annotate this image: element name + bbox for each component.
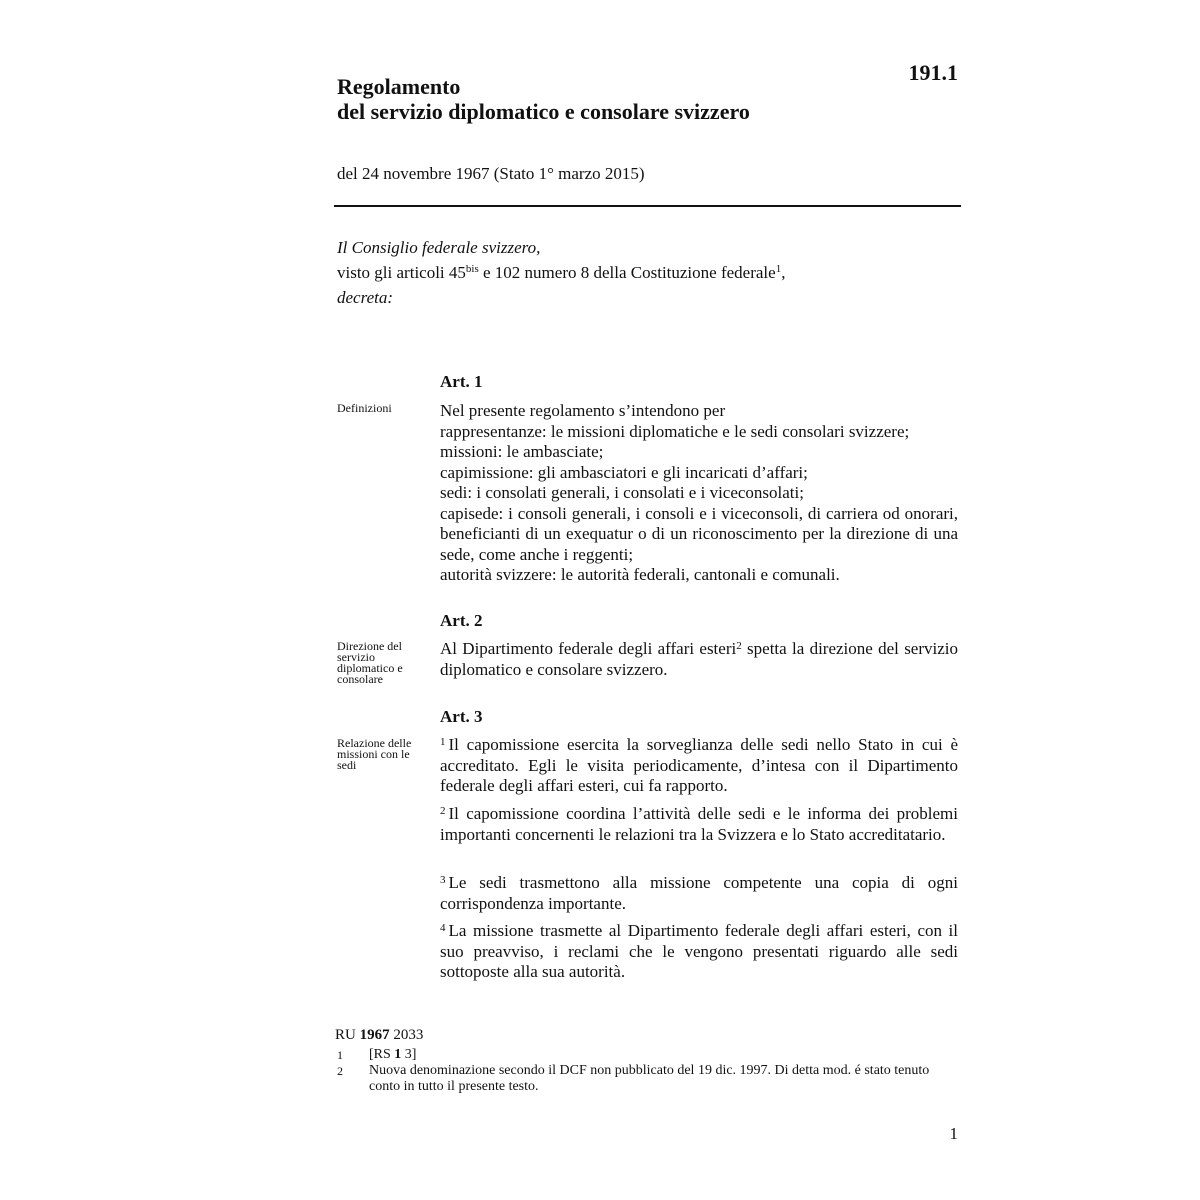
ru-prefix: RU [335,1027,360,1043]
document-title [337,74,750,124]
basis-text: visto gli articoli 45 [337,263,466,282]
article-2-text: Al Dipartimento federale degli affari esteri [440,639,737,658]
preamble-authority: Il Consiglio federale svizzero, [337,238,541,257]
article-2-text-cont: spetta la direzione del servizio diplomatico e consolare svizzero. [440,639,959,679]
ru-year: 1967 [359,1027,390,1043]
article-2-margin-note: Direzione del servizio diplomatico e consolare [337,639,403,686]
preamble [337,235,785,310]
preamble-decree: decreta: [337,288,394,307]
basis-punct: , [781,263,786,282]
article-1-heading: Art. 1 [440,372,483,391]
page-number: 1 [949,1124,958,1143]
paragraph-number: 2 [440,805,446,817]
article-1-body [440,401,958,586]
preamble-basis [337,260,785,285]
basis-text-cont: e 102 numero 8 della Costituzione federale [478,263,776,282]
article-3-heading: Art. 3 [440,707,483,726]
article-1-line: capimissione: gli ambasciatori e gli incaricati d’affari; [440,462,808,482]
paragraph-text: Il capomissione esercita la sorveglianza delle sedi nello Stato in cui è accreditato. Egli le visita periodicamente, d’intesa con il Dipartimento federale degli affari esteri, cui fa rapporto. [440,735,958,795]
footnote-text-end: 3] [401,1047,417,1062]
article-1-line: capisede: i consoli generali, i consoli e i viceconsoli, di carriera od onorari, beneficianti di un exequatur o di un riconoscimento per la direzione di una sede, come anche i reggenti; [440,503,958,564]
footnote-text: Nuova denominazione secondo il DCF non pubblicato del 19 dic. 1997. Di detta mod. é stato tenuto conto in tutto il presente testo. [369,1063,930,1094]
title-line-1: Regolamento [337,74,461,99]
article-1-line: missioni: le ambasciate; [440,442,604,461]
paragraph-number: 1 [440,736,446,748]
article-1-line: sedi: i consolati generali, i consolati e i viceconsolati; [440,483,804,502]
sr-number: 191.1 [908,60,958,85]
article-2-heading: Art. 2 [440,611,483,630]
paragraph-number: 4 [440,922,446,934]
article-1-line: autorità svizzere: le autorità federali, cantonali e comunali. [440,565,840,584]
article-3-paragraph-1 [440,735,958,797]
article-3-paragraph-3 [440,873,958,914]
footnote-bold: 1 [394,1047,402,1062]
ru-page: 2033 [389,1027,424,1043]
article-3-paragraph-2 [440,804,958,845]
document-date: del 24 novembre 1967 (Stato 1° marzo 2015) [337,164,645,183]
paragraph-text: La missione trasmette al Dipartimento federale degli affari esteri, con il suo preavviso, i reclami che le vengono presentati riguardo alle sedi sottoposte alla sua autorità. [440,921,958,981]
footnotes [337,1047,957,1095]
article-1-margin-note: Definizioni [337,401,392,415]
paragraph-text: Il capomissione coordina l’attività delle sedi e le informa dei problemi importanti concernenti le relazioni tra la Svizzera e lo Stato accreditatario. [440,804,958,844]
basis-superscript: bis [465,263,479,275]
footnote-1 [337,1047,957,1063]
footnote-number: 2 [337,1064,343,1078]
article-3-paragraph-4 [440,921,958,983]
footnote-number: 1 [337,1048,343,1062]
footnote-ref-1[interactable]: 1 [775,263,782,275]
footnote-text: [RS [369,1047,395,1062]
header-divider [334,205,961,207]
paragraph-number: 3 [440,874,446,886]
footnote-2 [337,1063,957,1095]
article-1-line: Nel presente regolamento s’intendono per [440,401,726,420]
article-2-body [440,639,958,680]
paragraph-text: Le sedi trasmettono alla missione competente una copia di ogni corrispondenza importante. [440,873,958,913]
title-line-2: del servizio diplomatico e consolare svizzero [337,99,750,124]
footnote-ref-2[interactable]: 2 [736,640,742,652]
ru-reference [335,1027,423,1044]
article-3-margin-note: Relazione delle missioni con le sedi [337,736,412,772]
article-1-line: rappresentanze: le missioni diplomatiche e le sedi consolari svizzere; [440,421,910,441]
